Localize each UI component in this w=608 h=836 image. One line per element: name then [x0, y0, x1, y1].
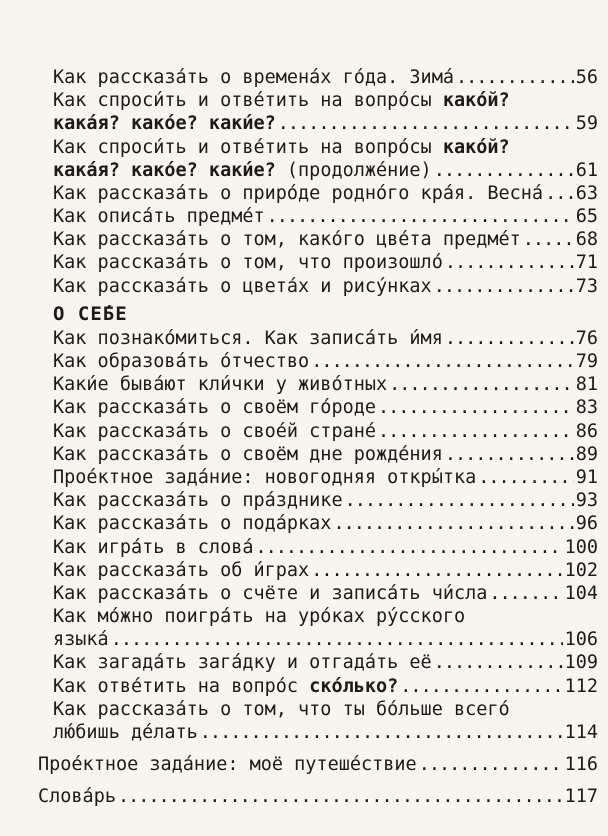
toc-entry: [38, 228, 598, 251]
toc-entry-page: 91: [575, 466, 598, 488]
toc-entry-line: [38, 136, 598, 159]
toc-entry-title: Как рассказа́ть о пода́рках: [53, 513, 332, 535]
toc-entry: [38, 466, 598, 489]
toc-entry-page: 116: [564, 754, 598, 776]
toc-entry: [38, 489, 598, 512]
leader-dots: [445, 443, 574, 466]
toc-entry-page: 117: [564, 786, 598, 808]
toc-entry-title: Как рассказа́ть о своём го́роде: [53, 397, 377, 419]
toc-entry-page: 76: [575, 327, 598, 349]
toc-entry-page: 112: [564, 675, 598, 697]
toc-entry: [38, 536, 598, 559]
toc-entry: [38, 252, 598, 275]
toc-entry-title: Как описа́ть предме́т: [53, 206, 265, 228]
toc-entry-title: Как игра́ть в слова́: [53, 536, 254, 558]
leader-dots: [255, 536, 562, 559]
toc-entry-title: Как рассказа́ть о времена́х го́да. Зима́: [53, 66, 454, 88]
toc-entry: [38, 512, 598, 535]
toc-entry-page: 106: [564, 629, 598, 651]
leader-dots: [311, 350, 574, 373]
toc-entry-title: Как рассказа́ть о пра́зднике: [53, 490, 343, 512]
leader-dots: [434, 159, 574, 182]
toc-entry-line: Как рассказа́ть о том, что ты бо́льше всего́: [53, 698, 510, 720]
toc-entry: [38, 159, 598, 182]
toc-entry-title: Как спроси́ть и отве́тить на вопро́сы: [53, 136, 443, 158]
toc-entry-line: [38, 89, 598, 112]
leader-dots: [200, 721, 563, 744]
toc-entry: [38, 420, 598, 443]
toc-entry: [38, 327, 598, 350]
toc-entry-title: Прое́ктное зада́ние: новогодняя откры́тка: [53, 466, 477, 488]
toc-entry-page: 59: [575, 113, 598, 135]
leader-dots: [111, 628, 563, 651]
toc-entry: [38, 350, 598, 373]
leader-dots: [389, 373, 574, 396]
toc-entry-title: Как познако́миться. Как записа́ть и́мя: [53, 327, 443, 349]
toc-entry-page: 63: [575, 182, 598, 204]
leader-dots: [489, 582, 562, 605]
toc-entry: [38, 112, 598, 135]
leader-dots: [333, 512, 573, 535]
toc-entry-page: 61: [575, 159, 598, 181]
leader-dots: [378, 420, 574, 443]
toc-entry-page: 102: [564, 559, 598, 581]
toc-entry: [38, 582, 598, 605]
leader-dots: [311, 559, 562, 582]
toc-entry: [38, 785, 598, 808]
toc-entry: [38, 373, 598, 396]
toc-entry-page: 68: [575, 229, 598, 251]
toc-entry: [38, 396, 598, 419]
toc-entry-title: Как рассказа́ть о том, како́го цве́та предме́т: [53, 229, 521, 251]
spacer: [38, 744, 598, 753]
toc-entry: [38, 753, 598, 776]
toc-entry-text: Как отве́тить на вопро́с: [53, 675, 310, 697]
toc-entry-page: 71: [575, 252, 598, 274]
toc-entry: [38, 675, 598, 698]
toc-entry-title: Как рассказа́ть о свое́й стране́: [53, 420, 377, 442]
toc-entry-title: Каки́е быва́ют кли́чки у живо́тных: [53, 374, 388, 396]
toc-entry-bold: кака́я? како́е? каки́е?: [53, 159, 276, 181]
leader-dots: [456, 66, 574, 89]
toc-entry: [38, 182, 598, 205]
toc-entry-page: 104: [564, 582, 598, 604]
section-heading: О СЕ́БЕ: [53, 302, 128, 325]
toc-entry-page: 73: [575, 275, 598, 297]
toc-entry-title: [53, 159, 432, 182]
toc-entry-page: 96: [575, 513, 598, 535]
toc-entry-page: 93: [575, 490, 598, 512]
toc-entry-title: Как рассказа́ть о цвета́х и рису́нках: [53, 275, 432, 297]
leader-dots: [434, 651, 563, 674]
toc-entry-title: [53, 675, 398, 698]
leader-dots: [478, 466, 573, 489]
toc-entry-page: 81: [575, 374, 598, 396]
toc-entry-page: 109: [564, 652, 598, 674]
toc-entry-title: Как спроси́ть и отве́тить на вопро́сы: [53, 90, 443, 112]
toc-entry-page: 100: [564, 536, 598, 558]
leader-dots: [434, 275, 574, 298]
toc-entry-title: Как образова́ть о́тчество: [53, 351, 310, 373]
toc-entry: [38, 275, 598, 298]
leader-dots: [400, 675, 562, 698]
toc-entry-title: Слова́рь: [38, 786, 116, 808]
toc-entry-page: 114: [564, 722, 598, 744]
leader-dots: [345, 489, 574, 512]
toc-entry-title: Прое́ктное зада́ние: моё путеше́ствие: [38, 754, 417, 776]
leader-dots: [523, 228, 574, 251]
leader-dots: [419, 753, 563, 776]
toc-entry-title: лю́бишь де́лать: [53, 722, 198, 744]
toc-entry: [38, 652, 598, 675]
toc-entry: [38, 443, 598, 466]
leader-dots: [267, 205, 574, 228]
toc-entry-title: Как загада́ть зага́дку и отгада́ть её: [53, 652, 432, 674]
toc-entry: [38, 628, 598, 651]
toc-entry-title: языка́: [53, 629, 109, 651]
toc-entry-line: Как мо́жно поигра́ть на уро́ках ру́сского: [53, 606, 466, 628]
toc-entry-rest: (продолже́ние): [275, 159, 432, 181]
toc-entry: [38, 559, 598, 582]
leader-dots: [378, 396, 574, 419]
toc-entry: [38, 205, 598, 228]
toc-entry-page: 86: [575, 420, 598, 442]
leader-dots: [118, 785, 563, 808]
toc-entry-page: 65: [575, 206, 598, 228]
spacer: [38, 776, 598, 785]
toc-entry-page: 83: [575, 397, 598, 419]
toc-entry: [38, 721, 598, 744]
leader-dots: [445, 327, 574, 350]
toc-entry-page: 79: [575, 351, 598, 373]
toc-entry-title: Как рассказа́ть о приро́де родно́го кра́я. Весна́: [53, 182, 544, 204]
toc-entry-bold: како́й?: [442, 136, 510, 158]
toc-entry-bold: ско́лько?: [309, 675, 399, 697]
toc-entry-bold: кака́я? како́е? каки́е?: [53, 113, 276, 135]
toc-entry-title: Как рассказа́ть о том, что произошло́: [53, 252, 443, 274]
table-of-contents: [38, 66, 598, 809]
leader-dots: [445, 251, 574, 274]
toc-entry-title: Как рассказа́ть об и́грах: [53, 559, 310, 581]
toc-entry-title: Как рассказа́ть о счёте и записа́ть чи́сла: [53, 582, 488, 604]
toc-entry-page: 89: [575, 443, 598, 465]
leader-dots: [278, 112, 574, 135]
toc-entry-bold: како́й?: [442, 90, 510, 112]
toc-entry: [38, 66, 598, 89]
leader-dots: [545, 182, 574, 205]
toc-entry-title: Как рассказа́ть о своём дне рожде́ния: [53, 443, 443, 465]
toc-entry-page: 56: [575, 66, 598, 88]
